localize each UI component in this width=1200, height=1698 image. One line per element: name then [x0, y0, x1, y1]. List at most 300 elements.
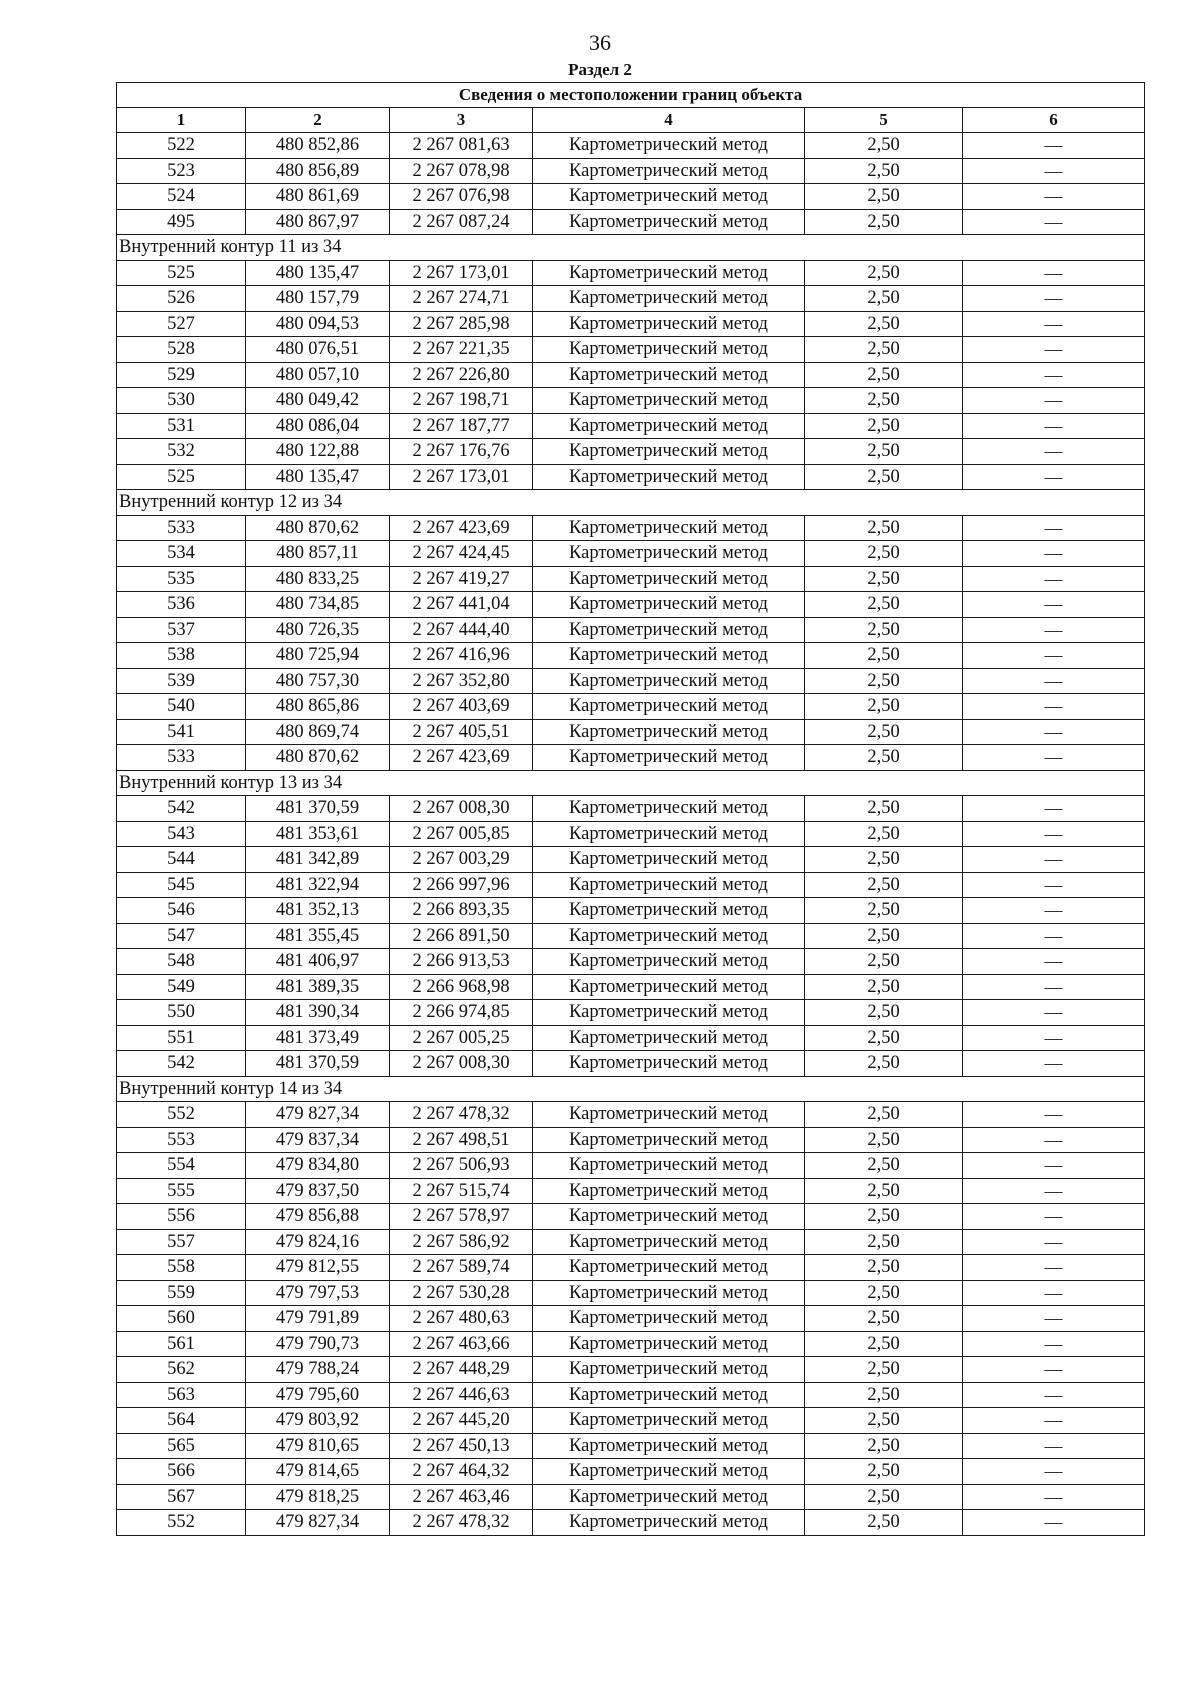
- method-cell: Картометрический метод: [533, 1408, 805, 1434]
- description-cell: —: [963, 1178, 1145, 1204]
- method-cell: Картометрический метод: [533, 847, 805, 873]
- table-row: [117, 719, 1145, 745]
- y-coordinate-cell: 2 267 463,46: [390, 1484, 533, 1510]
- x-coordinate-cell: 480 135,47: [246, 464, 390, 490]
- description-cell: —: [963, 847, 1145, 873]
- point-number-cell: 527: [117, 311, 246, 337]
- table-row: [117, 1459, 1145, 1485]
- point-number-cell: 537: [117, 617, 246, 643]
- method-cell: Картометрический метод: [533, 1127, 805, 1153]
- method-cell: Картометрический метод: [533, 388, 805, 414]
- accuracy-cell: 2,50: [805, 1306, 963, 1332]
- y-coordinate-cell: 2 267 187,77: [390, 413, 533, 439]
- point-number-cell: 541: [117, 719, 246, 745]
- y-coordinate-cell: 2 267 076,98: [390, 184, 533, 210]
- description-cell: —: [963, 464, 1145, 490]
- point-number-cell: 555: [117, 1178, 246, 1204]
- accuracy-cell: 2,50: [805, 1204, 963, 1230]
- point-number-cell: 526: [117, 286, 246, 312]
- table-row: [117, 1153, 1145, 1179]
- method-cell: Картометрический метод: [533, 617, 805, 643]
- description-cell: —: [963, 1102, 1145, 1128]
- x-coordinate-cell: 481 370,59: [246, 796, 390, 822]
- y-coordinate-cell: 2 267 441,04: [390, 592, 533, 618]
- method-cell: Картометрический метод: [533, 1178, 805, 1204]
- accuracy-cell: 2,50: [805, 719, 963, 745]
- method-cell: Картометрический метод: [533, 362, 805, 388]
- method-cell: Картометрический метод: [533, 668, 805, 694]
- y-coordinate-cell: 2 267 463,66: [390, 1331, 533, 1357]
- method-cell: Картометрический метод: [533, 592, 805, 618]
- x-coordinate-cell: 479 827,34: [246, 1510, 390, 1536]
- point-number-cell: 556: [117, 1204, 246, 1230]
- point-number-cell: 548: [117, 949, 246, 975]
- accuracy-cell: 2,50: [805, 1127, 963, 1153]
- table-row: [117, 1280, 1145, 1306]
- description-cell: —: [963, 923, 1145, 949]
- table-title: Сведения о местоположении границ объекта: [117, 83, 1145, 108]
- method-cell: Картометрический метод: [533, 745, 805, 771]
- table-row: [117, 1382, 1145, 1408]
- x-coordinate-cell: 480 135,47: [246, 260, 390, 286]
- accuracy-cell: 2,50: [805, 1153, 963, 1179]
- y-coordinate-cell: 2 267 478,32: [390, 1510, 533, 1536]
- accuracy-cell: 2,50: [805, 1331, 963, 1357]
- method-cell: Картометрический метод: [533, 337, 805, 363]
- x-coordinate-cell: 479 795,60: [246, 1382, 390, 1408]
- description-cell: —: [963, 566, 1145, 592]
- table-row: [117, 974, 1145, 1000]
- method-cell: Картометрический метод: [533, 541, 805, 567]
- table-row: [117, 464, 1145, 490]
- accuracy-cell: 2,50: [805, 1408, 963, 1434]
- method-cell: Картометрический метод: [533, 821, 805, 847]
- table-row: [117, 617, 1145, 643]
- point-number-cell: 546: [117, 898, 246, 924]
- point-number-cell: 543: [117, 821, 246, 847]
- y-coordinate-cell: 2 267 444,40: [390, 617, 533, 643]
- point-number-cell: 533: [117, 745, 246, 771]
- description-cell: —: [963, 184, 1145, 210]
- x-coordinate-cell: 481 373,49: [246, 1025, 390, 1051]
- column-number-header: 6: [963, 108, 1145, 133]
- accuracy-cell: 2,50: [805, 439, 963, 465]
- description-cell: —: [963, 974, 1145, 1000]
- y-coordinate-cell: 2 267 005,25: [390, 1025, 533, 1051]
- accuracy-cell: 2,50: [805, 1510, 963, 1536]
- point-number-cell: 559: [117, 1280, 246, 1306]
- method-cell: Картометрический метод: [533, 1229, 805, 1255]
- method-cell: Картометрический метод: [533, 1153, 805, 1179]
- x-coordinate-cell: 481 389,35: [246, 974, 390, 1000]
- table-row: [117, 1229, 1145, 1255]
- description-cell: —: [963, 1051, 1145, 1077]
- x-coordinate-cell: 481 355,45: [246, 923, 390, 949]
- y-coordinate-cell: 2 267 176,76: [390, 439, 533, 465]
- y-coordinate-cell: 2 267 008,30: [390, 1051, 533, 1077]
- y-coordinate-cell: 2 266 891,50: [390, 923, 533, 949]
- method-cell: Картометрический метод: [533, 1000, 805, 1026]
- x-coordinate-cell: 480 857,11: [246, 541, 390, 567]
- x-coordinate-cell: 479 812,55: [246, 1255, 390, 1281]
- accuracy-cell: 2,50: [805, 1000, 963, 1026]
- x-coordinate-cell: 479 824,16: [246, 1229, 390, 1255]
- table-row: [117, 388, 1145, 414]
- description-cell: —: [963, 286, 1145, 312]
- description-cell: —: [963, 668, 1145, 694]
- description-cell: —: [963, 643, 1145, 669]
- point-number-cell: 524: [117, 184, 246, 210]
- point-number-cell: 523: [117, 158, 246, 184]
- point-number-cell: 560: [117, 1306, 246, 1332]
- point-number-cell: 557: [117, 1229, 246, 1255]
- column-number-row: [117, 108, 1145, 133]
- accuracy-cell: 2,50: [805, 872, 963, 898]
- accuracy-cell: 2,50: [805, 643, 963, 669]
- table-row: [117, 1255, 1145, 1281]
- point-number-cell: 538: [117, 643, 246, 669]
- method-cell: Картометрический метод: [533, 949, 805, 975]
- point-number-cell: 528: [117, 337, 246, 363]
- x-coordinate-cell: 479 788,24: [246, 1357, 390, 1383]
- method-cell: Картометрический метод: [533, 566, 805, 592]
- column-number-header: 4: [533, 108, 805, 133]
- description-cell: —: [963, 260, 1145, 286]
- table-row: [117, 796, 1145, 822]
- point-number-cell: 495: [117, 209, 246, 235]
- point-number-cell: 545: [117, 872, 246, 898]
- table-row: [117, 133, 1145, 159]
- description-cell: —: [963, 515, 1145, 541]
- table-row: [117, 566, 1145, 592]
- method-cell: Картометрический метод: [533, 872, 805, 898]
- method-cell: Картометрический метод: [533, 719, 805, 745]
- boundary-coordinates-table: [116, 82, 1145, 1536]
- description-cell: —: [963, 1433, 1145, 1459]
- y-coordinate-cell: 2 267 173,01: [390, 260, 533, 286]
- description-cell: —: [963, 592, 1145, 618]
- table-row: [117, 413, 1145, 439]
- y-coordinate-cell: 2 267 446,63: [390, 1382, 533, 1408]
- y-coordinate-cell: 2 267 078,98: [390, 158, 533, 184]
- accuracy-cell: 2,50: [805, 821, 963, 847]
- point-number-cell: 522: [117, 133, 246, 159]
- point-number-cell: 530: [117, 388, 246, 414]
- point-number-cell: 534: [117, 541, 246, 567]
- description-cell: —: [963, 311, 1145, 337]
- y-coordinate-cell: 2 267 274,71: [390, 286, 533, 312]
- accuracy-cell: 2,50: [805, 1178, 963, 1204]
- point-number-cell: 563: [117, 1382, 246, 1408]
- contour-header-row: [117, 235, 1145, 261]
- description-cell: —: [963, 158, 1145, 184]
- accuracy-cell: 2,50: [805, 1280, 963, 1306]
- method-cell: Картометрический метод: [533, 974, 805, 1000]
- method-cell: Картометрический метод: [533, 286, 805, 312]
- accuracy-cell: 2,50: [805, 1025, 963, 1051]
- description-cell: —: [963, 1280, 1145, 1306]
- x-coordinate-cell: 479 814,65: [246, 1459, 390, 1485]
- accuracy-cell: 2,50: [805, 949, 963, 975]
- description-cell: —: [963, 1484, 1145, 1510]
- table-row: [117, 643, 1145, 669]
- point-number-cell: 553: [117, 1127, 246, 1153]
- accuracy-cell: 2,50: [805, 286, 963, 312]
- method-cell: Картометрический метод: [533, 1331, 805, 1357]
- method-cell: Картометрический метод: [533, 515, 805, 541]
- accuracy-cell: 2,50: [805, 592, 963, 618]
- table-row: [117, 362, 1145, 388]
- y-coordinate-cell: 2 267 445,20: [390, 1408, 533, 1434]
- y-coordinate-cell: 2 267 464,32: [390, 1459, 533, 1485]
- point-number-cell: 544: [117, 847, 246, 873]
- y-coordinate-cell: 2 267 478,32: [390, 1102, 533, 1128]
- table-row: [117, 872, 1145, 898]
- point-number-cell: 539: [117, 668, 246, 694]
- x-coordinate-cell: 479 837,50: [246, 1178, 390, 1204]
- x-coordinate-cell: 479 791,89: [246, 1306, 390, 1332]
- y-coordinate-cell: 2 267 198,71: [390, 388, 533, 414]
- method-cell: Картометрический метод: [533, 260, 805, 286]
- description-cell: —: [963, 1357, 1145, 1383]
- x-coordinate-cell: 481 322,94: [246, 872, 390, 898]
- y-coordinate-cell: 2 267 424,45: [390, 541, 533, 567]
- point-number-cell: 529: [117, 362, 246, 388]
- description-cell: —: [963, 719, 1145, 745]
- x-coordinate-cell: 480 734,85: [246, 592, 390, 618]
- accuracy-cell: 2,50: [805, 184, 963, 210]
- point-number-cell: 547: [117, 923, 246, 949]
- table-row: [117, 745, 1145, 771]
- x-coordinate-cell: 480 157,79: [246, 286, 390, 312]
- y-coordinate-cell: 2 267 480,63: [390, 1306, 533, 1332]
- point-number-cell: 566: [117, 1459, 246, 1485]
- description-cell: —: [963, 796, 1145, 822]
- point-number-cell: 564: [117, 1408, 246, 1434]
- point-number-cell: 558: [117, 1255, 246, 1281]
- contour-label: Внутренний контур 13 из 34: [117, 770, 1145, 796]
- method-cell: Картометрический метод: [533, 1255, 805, 1281]
- accuracy-cell: 2,50: [805, 515, 963, 541]
- table-row: [117, 1051, 1145, 1077]
- y-coordinate-cell: 2 267 506,93: [390, 1153, 533, 1179]
- description-cell: —: [963, 133, 1145, 159]
- table-row: [117, 1306, 1145, 1332]
- accuracy-cell: 2,50: [805, 260, 963, 286]
- contour-label: Внутренний контур 12 из 34: [117, 490, 1145, 516]
- table-title-row: [117, 83, 1145, 108]
- accuracy-cell: 2,50: [805, 1102, 963, 1128]
- method-cell: Картометрический метод: [533, 1433, 805, 1459]
- point-number-cell: 535: [117, 566, 246, 592]
- y-coordinate-cell: 2 267 416,96: [390, 643, 533, 669]
- x-coordinate-cell: 481 353,61: [246, 821, 390, 847]
- y-coordinate-cell: 2 267 423,69: [390, 515, 533, 541]
- description-cell: —: [963, 1459, 1145, 1485]
- table-row: [117, 668, 1145, 694]
- description-cell: —: [963, 1255, 1145, 1281]
- description-cell: —: [963, 337, 1145, 363]
- section-title: Раздел 2: [568, 60, 632, 79]
- method-cell: Картометрический метод: [533, 1382, 805, 1408]
- table-row: [117, 260, 1145, 286]
- description-cell: —: [963, 1408, 1145, 1434]
- point-number-cell: 525: [117, 260, 246, 286]
- table-row: [117, 694, 1145, 720]
- point-number-cell: 533: [117, 515, 246, 541]
- description-cell: —: [963, 388, 1145, 414]
- y-coordinate-cell: 2 267 226,80: [390, 362, 533, 388]
- point-number-cell: 562: [117, 1357, 246, 1383]
- y-coordinate-cell: 2 267 081,63: [390, 133, 533, 159]
- description-cell: —: [963, 1306, 1145, 1332]
- method-cell: Картометрический метод: [533, 209, 805, 235]
- point-number-cell: 549: [117, 974, 246, 1000]
- y-coordinate-cell: 2 267 405,51: [390, 719, 533, 745]
- x-coordinate-cell: 480 867,97: [246, 209, 390, 235]
- table-row: [117, 949, 1145, 975]
- y-coordinate-cell: 2 267 498,51: [390, 1127, 533, 1153]
- accuracy-cell: 2,50: [805, 1051, 963, 1077]
- accuracy-cell: 2,50: [805, 209, 963, 235]
- accuracy-cell: 2,50: [805, 668, 963, 694]
- x-coordinate-cell: 480 852,86: [246, 133, 390, 159]
- x-coordinate-cell: 480 833,25: [246, 566, 390, 592]
- x-coordinate-cell: 480 725,94: [246, 643, 390, 669]
- y-coordinate-cell: 2 267 578,97: [390, 1204, 533, 1230]
- accuracy-cell: 2,50: [805, 974, 963, 1000]
- description-cell: —: [963, 1510, 1145, 1536]
- column-number-header: 2: [246, 108, 390, 133]
- method-cell: Картометрический метод: [533, 796, 805, 822]
- table-row: [117, 439, 1145, 465]
- y-coordinate-cell: 2 267 005,85: [390, 821, 533, 847]
- table-row: [117, 158, 1145, 184]
- y-coordinate-cell: 2 267 423,69: [390, 745, 533, 771]
- point-number-cell: 567: [117, 1484, 246, 1510]
- point-number-cell: 565: [117, 1433, 246, 1459]
- y-coordinate-cell: 2 266 913,53: [390, 949, 533, 975]
- y-coordinate-cell: 2 267 352,80: [390, 668, 533, 694]
- x-coordinate-cell: 480 856,89: [246, 158, 390, 184]
- y-coordinate-cell: 2 267 450,13: [390, 1433, 533, 1459]
- column-number-header: 5: [805, 108, 963, 133]
- x-coordinate-cell: 480 869,74: [246, 719, 390, 745]
- y-coordinate-cell: 2 267 586,92: [390, 1229, 533, 1255]
- description-cell: —: [963, 872, 1145, 898]
- table-row: [117, 1102, 1145, 1128]
- point-number-cell: 536: [117, 592, 246, 618]
- contour-label: Внутренний контур 11 из 34: [117, 235, 1145, 261]
- y-coordinate-cell: 2 267 221,35: [390, 337, 533, 363]
- description-cell: —: [963, 1153, 1145, 1179]
- y-coordinate-cell: 2 267 448,29: [390, 1357, 533, 1383]
- method-cell: Картометрический метод: [533, 1306, 805, 1332]
- table-row: [117, 286, 1145, 312]
- contour-header-row: [117, 1076, 1145, 1102]
- x-coordinate-cell: 480 076,51: [246, 337, 390, 363]
- point-number-cell: 552: [117, 1510, 246, 1536]
- method-cell: Картометрический метод: [533, 1204, 805, 1230]
- table-row: [117, 821, 1145, 847]
- y-coordinate-cell: 2 267 403,69: [390, 694, 533, 720]
- description-cell: —: [963, 745, 1145, 771]
- table-row: [117, 592, 1145, 618]
- y-coordinate-cell: 2 266 974,85: [390, 1000, 533, 1026]
- x-coordinate-cell: 481 352,13: [246, 898, 390, 924]
- table-row: [117, 1433, 1145, 1459]
- x-coordinate-cell: 480 865,86: [246, 694, 390, 720]
- method-cell: Картометрический метод: [533, 133, 805, 159]
- y-coordinate-cell: 2 267 173,01: [390, 464, 533, 490]
- y-coordinate-cell: 2 267 515,74: [390, 1178, 533, 1204]
- accuracy-cell: 2,50: [805, 1229, 963, 1255]
- description-cell: —: [963, 439, 1145, 465]
- x-coordinate-cell: 479 803,92: [246, 1408, 390, 1434]
- table-row: [117, 1178, 1145, 1204]
- accuracy-cell: 2,50: [805, 311, 963, 337]
- description-cell: —: [963, 1331, 1145, 1357]
- table-row: [117, 1000, 1145, 1026]
- y-coordinate-cell: 2 267 008,30: [390, 796, 533, 822]
- x-coordinate-cell: 479 834,80: [246, 1153, 390, 1179]
- description-cell: —: [963, 949, 1145, 975]
- method-cell: Картометрический метод: [533, 1510, 805, 1536]
- x-coordinate-cell: 479 797,53: [246, 1280, 390, 1306]
- point-number-cell: 551: [117, 1025, 246, 1051]
- description-cell: —: [963, 1000, 1145, 1026]
- x-coordinate-cell: 480 870,62: [246, 515, 390, 541]
- description-cell: —: [963, 1025, 1145, 1051]
- contour-header-row: [117, 490, 1145, 516]
- y-coordinate-cell: 2 267 003,29: [390, 847, 533, 873]
- accuracy-cell: 2,50: [805, 1382, 963, 1408]
- x-coordinate-cell: 480 057,10: [246, 362, 390, 388]
- method-cell: Картометрический метод: [533, 464, 805, 490]
- x-coordinate-cell: 479 856,88: [246, 1204, 390, 1230]
- point-number-cell: 540: [117, 694, 246, 720]
- description-cell: —: [963, 362, 1145, 388]
- x-coordinate-cell: 480 726,35: [246, 617, 390, 643]
- y-coordinate-cell: 2 266 893,35: [390, 898, 533, 924]
- method-cell: Картометрический метод: [533, 439, 805, 465]
- description-cell: —: [963, 898, 1145, 924]
- method-cell: Картометрический метод: [533, 694, 805, 720]
- column-number-header: 1: [117, 108, 246, 133]
- contour-label: Внутренний контур 14 из 34: [117, 1076, 1145, 1102]
- accuracy-cell: 2,50: [805, 694, 963, 720]
- point-number-cell: 552: [117, 1102, 246, 1128]
- x-coordinate-cell: 481 370,59: [246, 1051, 390, 1077]
- accuracy-cell: 2,50: [805, 566, 963, 592]
- accuracy-cell: 2,50: [805, 1433, 963, 1459]
- description-cell: —: [963, 541, 1145, 567]
- point-number-cell: 554: [117, 1153, 246, 1179]
- x-coordinate-cell: 480 094,53: [246, 311, 390, 337]
- x-coordinate-cell: 480 870,62: [246, 745, 390, 771]
- accuracy-cell: 2,50: [805, 898, 963, 924]
- method-cell: Картометрический метод: [533, 898, 805, 924]
- accuracy-cell: 2,50: [805, 1484, 963, 1510]
- table-row: [117, 898, 1145, 924]
- x-coordinate-cell: 479 837,34: [246, 1127, 390, 1153]
- table-row: [117, 1357, 1145, 1383]
- description-cell: —: [963, 617, 1145, 643]
- table-row: [117, 1484, 1145, 1510]
- accuracy-cell: 2,50: [805, 464, 963, 490]
- description-cell: —: [963, 1382, 1145, 1408]
- contour-header-row: [117, 770, 1145, 796]
